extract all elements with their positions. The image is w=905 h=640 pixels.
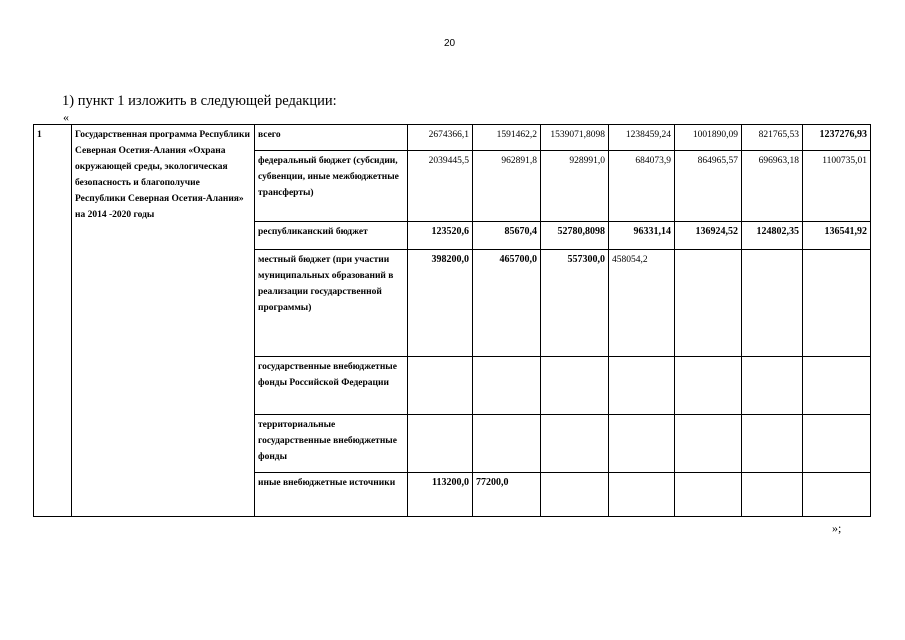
value-cell: 123520,6 xyxy=(408,222,473,250)
value-cell xyxy=(742,415,803,473)
funding-source: всего xyxy=(255,125,408,151)
value-cell: 1238459,24 xyxy=(609,125,675,151)
value-cell: 52780,8098 xyxy=(541,222,609,250)
value-cell: 1539071,8098 xyxy=(541,125,609,151)
page-number: 20 xyxy=(444,38,456,49)
value-cell: 124802,35 xyxy=(742,222,803,250)
value-cell: 136924,52 xyxy=(675,222,742,250)
value-cell: 85670,4 xyxy=(473,222,541,250)
value-cell xyxy=(609,357,675,415)
value-cell xyxy=(541,415,609,473)
value-cell: 684073,9 xyxy=(609,151,675,222)
value-cell xyxy=(675,415,742,473)
value-cell: 1100735,01 xyxy=(803,151,871,222)
value-cell: 1237276,93 xyxy=(803,125,871,151)
value-cell: 2039445,5 xyxy=(408,151,473,222)
value-cell: 696963,18 xyxy=(742,151,803,222)
program-name: Государственная программа Республики Северная Осетия-Алания «Охрана окружающей среды, экологическая безопасность и благополучие Республики Северная Осетия-Алания» на 2014 -2020 годы xyxy=(72,125,255,517)
value-cell xyxy=(803,357,871,415)
value-cell xyxy=(742,250,803,357)
value-cell: 77200,0 xyxy=(473,473,541,517)
value-cell xyxy=(609,473,675,517)
funding-source: республиканский бюджет xyxy=(255,222,408,250)
value-cell: 2674366,1 xyxy=(408,125,473,151)
value-cell xyxy=(675,473,742,517)
funding-source: государственные внебюджетные фонды Российской Федерации xyxy=(255,357,408,415)
value-cell: 398200,0 xyxy=(408,250,473,357)
value-cell: 136541,92 xyxy=(803,222,871,250)
value-cell: 113200,0 xyxy=(408,473,473,517)
value-cell: 928991,0 xyxy=(541,151,609,222)
value-cell xyxy=(408,357,473,415)
closing-quote: »; xyxy=(832,521,842,535)
table-row xyxy=(34,125,871,151)
value-cell xyxy=(473,415,541,473)
value-cell: 96331,14 xyxy=(609,222,675,250)
value-cell: 821765,53 xyxy=(742,125,803,151)
funding-source: федеральный бюджет (субсидии, субвенции, иные межбюджетные трансферты) xyxy=(255,151,408,222)
value-cell: 557300,0 xyxy=(541,250,609,357)
value-cell: 962891,8 xyxy=(473,151,541,222)
value-cell xyxy=(675,357,742,415)
value-cell: 1591462,2 xyxy=(473,125,541,151)
funding-source: иные внебюджетные источники xyxy=(255,473,408,517)
funding-source: местный бюджет (при участии муниципальных образований в реализации государственной программы) xyxy=(255,250,408,357)
value-cell xyxy=(803,415,871,473)
value-cell xyxy=(609,415,675,473)
amendment-intro: 1) пункт 1 изложить в следующей редакции: xyxy=(62,93,337,109)
row-number: 1 xyxy=(34,125,72,517)
value-cell xyxy=(473,357,541,415)
value-cell: 458054,2 xyxy=(609,250,675,357)
value-cell xyxy=(675,250,742,357)
value-cell: 864965,57 xyxy=(675,151,742,222)
value-cell xyxy=(541,357,609,415)
value-cell xyxy=(541,473,609,517)
value-cell xyxy=(408,415,473,473)
budget-table xyxy=(33,124,871,517)
value-cell xyxy=(742,357,803,415)
value-cell: 1001890,09 xyxy=(675,125,742,151)
value-cell: 465700,0 xyxy=(473,250,541,357)
value-cell xyxy=(803,250,871,357)
funding-source: территориальные государственные внебюджетные фонды xyxy=(255,415,408,473)
value-cell xyxy=(803,473,871,517)
value-cell xyxy=(742,473,803,517)
opening-quote: « xyxy=(63,110,69,124)
